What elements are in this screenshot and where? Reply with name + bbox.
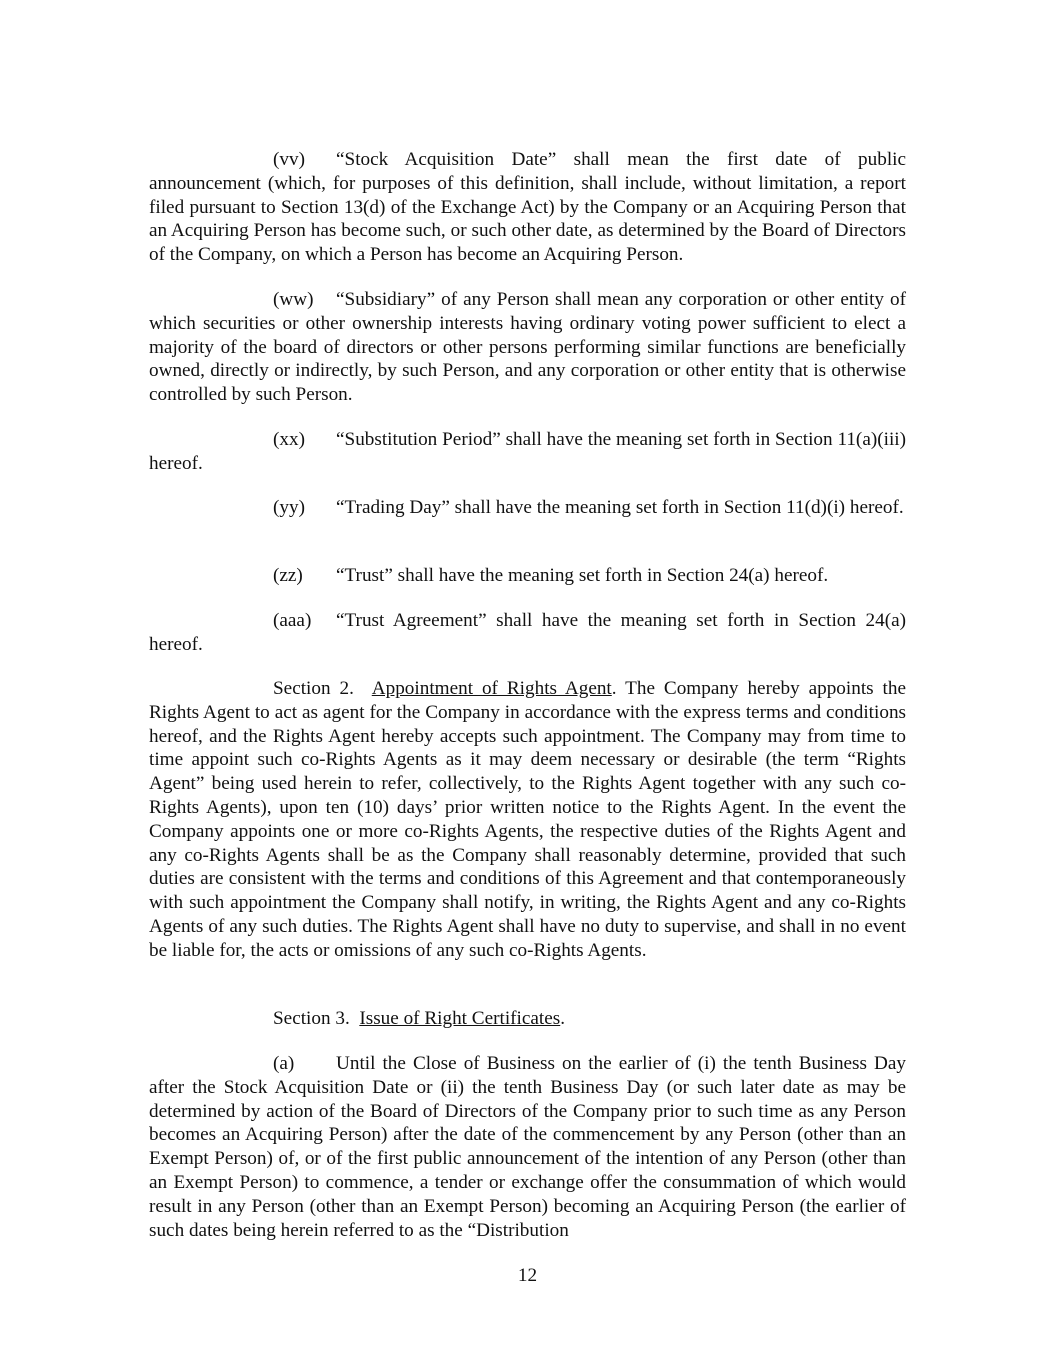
definition-text: “Trust Agreement” shall have the meaning set forth in Section 24(a) hereof. (149, 610, 906, 655)
page-number: 12 (517, 1265, 538, 1286)
definition-xx (149, 428, 906, 476)
definition-label: (aaa) (273, 610, 312, 631)
section-3a-paragraph (149, 1052, 906, 1242)
definition-label: (xx) (273, 429, 305, 450)
section-2-text: . The Company hereby appoints the Rights Agent to act as agent for the Company in accordance with the express terms and conditions hereof, and the Rights Agent hereby accepts such appointment. The Company may from time to time appoint such co-Rights Agents as it may deem necessary or desirable (the term “Rights Agent” being used herein to refer, collectively, to the Rights Agent together with any such co-Rights Agents), upon ten (10) days’ prior written notice to the Rights Agent. In the event the Company appoints one or more co-Rights Agents, the respective duties of the Rights Agent and any co-Rights Agents shall be as the Company shall reasonably determine, provided that such duties are consistent with the terms and conditions of this Agreement and that contemporaneously with such appointment the Company shall notify, in writing, the Rights Agent and any co-Rights Agents of any such duties. The Rights Agent shall have no duty to supervise, and shall in no event be liable for, the acts or omissions of any such co-Rights Agents. (149, 678, 906, 961)
definition-zz (149, 564, 906, 588)
definition-text: “Subsidiary” of any Person shall mean any corporation or other entity of which securities or other ownership interests having ordinary voting power sufficient to elect a majority of the board of directors or other persons performing similar functions are beneficially owned, directly or indirectly, by such Person, and any corporation or other entity that is otherwise controlled by such Person. (149, 289, 906, 406)
subsection-text: Until the Close of Business on the earlier of (i) the tenth Business Day after the Stock Acquisition Date or (ii) the tenth Business Day (or such later date as may be determined by action of the Board of Directors of the Company prior to such time as any Person becomes an Acquiring Person) after the date of the commencement by any Person (other than an Exempt Person) of, or of the first public announcement of the intention of any Person (other than an Exempt Person) to commence, a tender or exchange offer the consummation of which would result in any Person (other than an Exempt Person) becoming an Acquiring Person (the earlier of such dates being herein referred to as the “Distribution (149, 1053, 906, 1241)
section-3-number: Section 3. (273, 1008, 350, 1029)
definition-aaa (149, 609, 906, 657)
section-3-title-end: . (560, 1008, 566, 1029)
section-2-number: Section 2. (273, 678, 354, 699)
definition-ww (149, 288, 906, 407)
section-2-title: Appointment of Rights Agent (371, 678, 612, 699)
definition-label: (zz) (273, 565, 303, 586)
subsection-label: (a) (273, 1053, 295, 1074)
section-2-paragraph (149, 677, 906, 963)
definition-label: (vv) (273, 149, 305, 170)
definition-text: “Trust” shall have the meaning set forth in Section 24(a) hereof. (336, 565, 829, 586)
definition-vv (149, 148, 906, 267)
definition-yy (149, 496, 906, 520)
section-3-title: Issue of Right Certificates (359, 1008, 561, 1029)
definition-label: (ww) (273, 289, 314, 310)
definition-text: “Stock Acquisition Date” shall mean the first date of public announcement (which, for purposes of this definition, shall include, without limitation, a report filed pursuant to Section 13(d) of the Exchange Act) by the Company or an Acquiring Person that an Acquiring Person has become such, or such other date, as determined by the Board of Directors of the Company, on which a Person has become an Acquiring Person. (149, 149, 906, 266)
definition-text: “Substitution Period” shall have the meaning set forth in Section 11(a)(iii) hereof. (149, 429, 906, 474)
definition-label: (yy) (273, 497, 305, 518)
section-3-heading (149, 1007, 906, 1031)
definition-text: “Trading Day” shall have the meaning set forth in Section 11(d)(i) hereof. (336, 497, 904, 518)
